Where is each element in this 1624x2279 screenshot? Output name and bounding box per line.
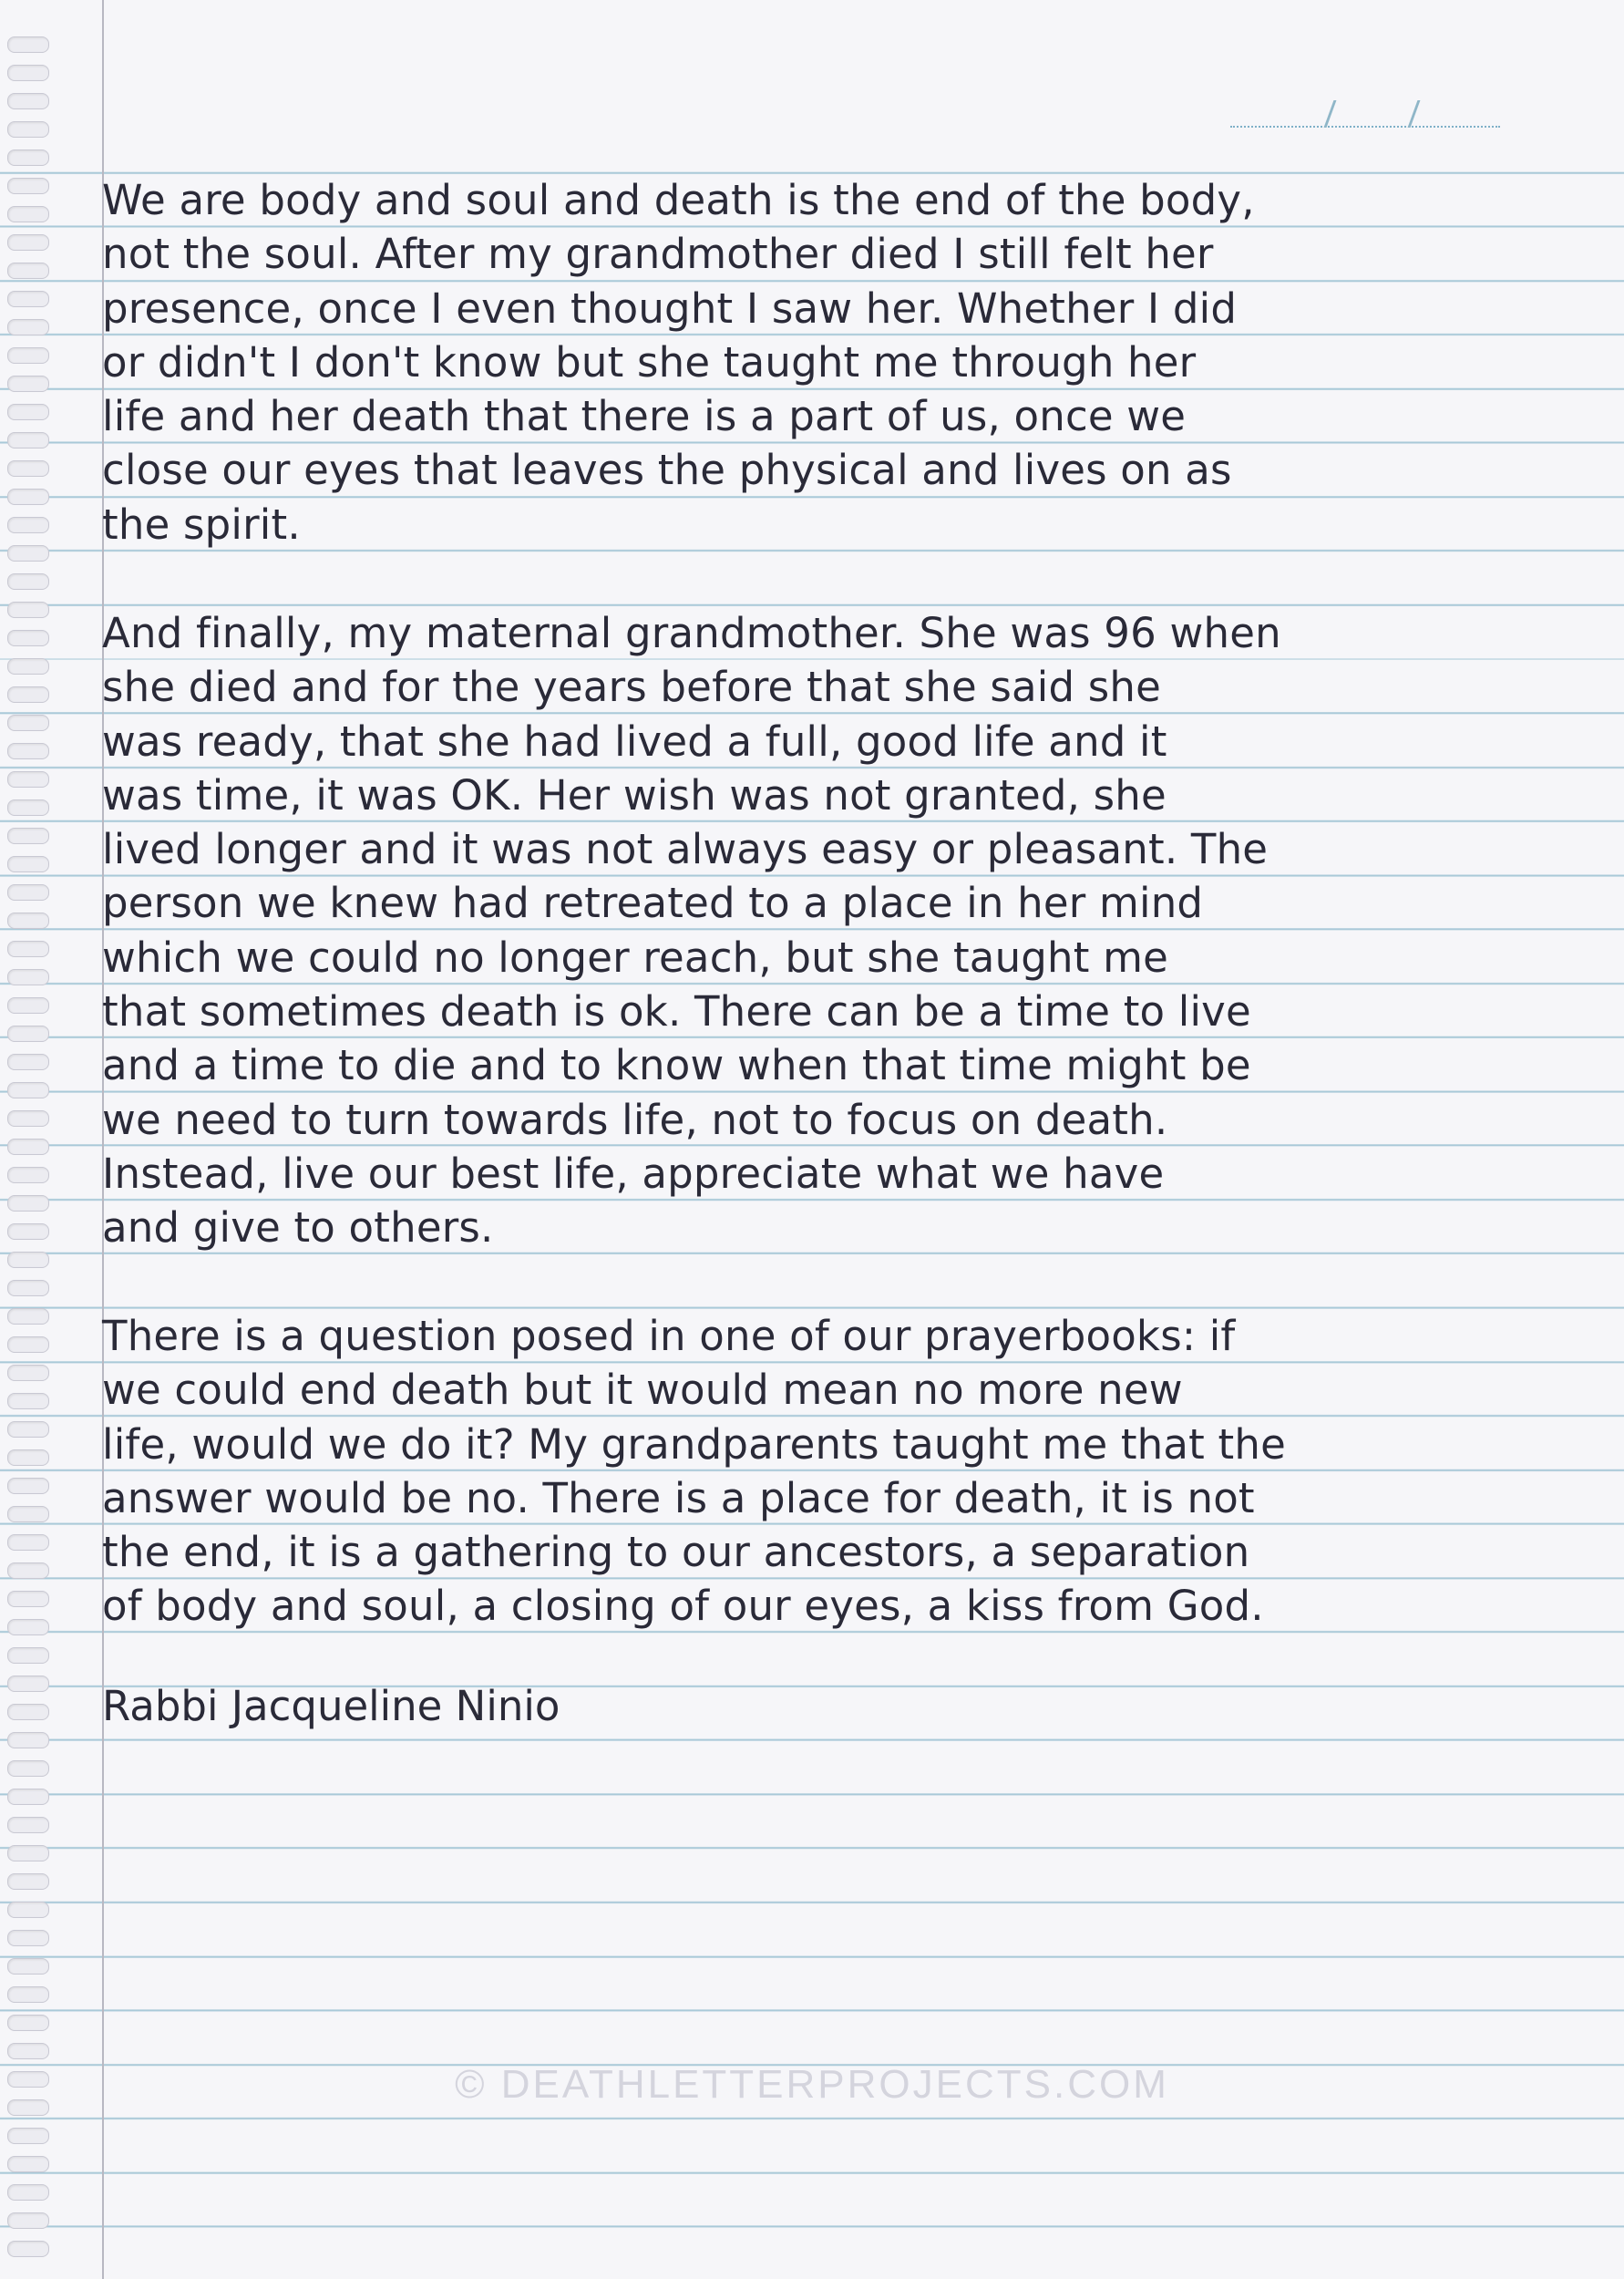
perforation-hole	[7, 743, 49, 759]
perforation-hole	[7, 1958, 49, 1975]
text-line: the end, it is a gathering to our ancestors, a separation	[102, 1528, 1250, 1577]
perforation-hole	[7, 1647, 49, 1664]
perforation-hole	[7, 1195, 49, 1212]
text-line: and give to others.	[102, 1203, 494, 1253]
perforation-hole	[7, 856, 49, 872]
perforation-hole	[7, 941, 49, 957]
watermark: © DEATHLETTERPROJECTS.COM	[455, 2062, 1169, 2107]
perforation-hole	[7, 65, 49, 81]
perforation-hole	[7, 1534, 49, 1551]
text-line: or didn't I don't know but she taught me through her	[102, 337, 1197, 387]
text-line: presence, once I even thought I saw her. Whether I did	[102, 284, 1238, 333]
perforation-hole	[7, 771, 49, 788]
perforation-hole	[7, 1082, 49, 1098]
perforation-hole	[7, 573, 49, 590]
paragraph-1	[102, 173, 1606, 552]
perforation-hole	[7, 36, 49, 53]
perforation-hole	[7, 1845, 49, 1861]
perforation-hole	[7, 1280, 49, 1296]
perforation-hole	[7, 686, 49, 703]
perforation-hole	[7, 545, 49, 562]
perforation-hole	[7, 460, 49, 477]
perforation-hole	[7, 1732, 49, 1748]
perforation-hole	[7, 1421, 49, 1438]
perforation-hole	[7, 1506, 49, 1522]
page-header-area	[0, 0, 1624, 119]
text-line: which we could no longer reach, but she taught me	[102, 933, 1169, 982]
perforation-hole	[7, 1817, 49, 1833]
text-line: not the soul. After my grandmother died I still felt her	[102, 230, 1214, 279]
perforation-hole	[7, 884, 49, 901]
perforation-hole	[7, 913, 49, 929]
perforation-hole	[7, 715, 49, 731]
perforation-hole	[7, 1789, 49, 1805]
perforation-hole	[7, 1760, 49, 1777]
perforation-hole	[7, 1676, 49, 1692]
perforation-hole	[7, 997, 49, 1014]
perforation-hole	[7, 1393, 49, 1409]
text-line: life and her death that there is a part of us, once we	[102, 392, 1187, 441]
perforation-hole	[7, 347, 49, 364]
perforation-hole	[7, 376, 49, 392]
signature: Rabbi Jacqueline Ninio	[102, 1682, 560, 1730]
perforation-hole	[7, 1930, 49, 1946]
perforation-hole	[7, 489, 49, 505]
perforation-hole	[7, 319, 49, 335]
perforation-hole	[7, 630, 49, 646]
perforation-hole	[7, 234, 49, 251]
text-line: And finally, my maternal grandmother. She was 96 when	[102, 609, 1281, 657]
perforation-hole	[7, 658, 49, 675]
perforated-edge	[0, 0, 55, 2279]
paragraph-2	[102, 606, 1606, 1255]
perforation-hole	[7, 2212, 49, 2229]
date-line	[1230, 126, 1500, 128]
perforation-hole	[7, 1562, 49, 1579]
perforation-hole	[7, 1336, 49, 1353]
perforation-hole	[7, 1110, 49, 1127]
text-line: person we knew had retreated to a place in her mind	[102, 879, 1204, 928]
text-line: life, would we do it? My grandparents taught me that the	[102, 1419, 1286, 1469]
text-line: the spirit.	[102, 500, 301, 549]
text-line: of body and soul, a closing of our eyes, a kiss from God.	[102, 1582, 1264, 1631]
perforation-hole	[7, 1619, 49, 1635]
perforation-hole	[7, 2043, 49, 2059]
perforation-hole	[7, 1704, 49, 1720]
perforation-hole	[7, 1478, 49, 1494]
perforation-hole	[7, 1365, 49, 1381]
perforation-hole	[7, 2184, 49, 2201]
perforation-hole	[7, 799, 49, 816]
paragraph-3	[102, 1309, 1606, 1634]
perforation-hole	[7, 150, 49, 166]
perforation-hole	[7, 2156, 49, 2172]
perforation-hole	[7, 291, 49, 307]
perforation-hole	[7, 1167, 49, 1183]
text-line: close our eyes that leaves the physical and lives on as	[102, 446, 1232, 495]
text-line: and a time to die and to know when that time might be	[102, 1041, 1251, 1090]
perforation-hole	[7, 432, 49, 449]
perforation-hole	[7, 1026, 49, 1042]
perforation-hole	[7, 178, 49, 194]
text-line: she died and for the years before that she said she	[102, 663, 1162, 712]
text-line: was ready, that she had lived a full, good life and it	[102, 717, 1167, 766]
text-line: lived longer and it was not always easy or pleasant. The	[102, 825, 1269, 874]
perforation-hole	[7, 1986, 49, 2003]
perforation-hole	[7, 1591, 49, 1607]
perforation-hole	[7, 1054, 49, 1070]
perforation-hole	[7, 828, 49, 844]
perforation-hole	[7, 2128, 49, 2144]
text-line: was time, it was OK. Her wish was not granted, she	[102, 770, 1167, 820]
perforation-hole	[7, 1449, 49, 1466]
perforation-hole	[7, 2015, 49, 2031]
perforation-hole	[7, 93, 49, 109]
text-line: Instead, live our best life, appreciate what we have	[102, 1149, 1165, 1198]
perforation-hole	[7, 1223, 49, 1240]
perforation-hole	[7, 1873, 49, 1890]
perforation-hole	[7, 1902, 49, 1918]
text-line: we could end death but it would mean no more new	[102, 1366, 1183, 1415]
text-line: There is a question posed in one of our prayerbooks: if	[102, 1312, 1236, 1360]
perforation-hole	[7, 969, 49, 985]
text-line: We are body and soul and death is the end of the body,	[102, 176, 1255, 224]
perforation-hole	[7, 517, 49, 533]
text-line: answer would be no. There is a place for death, it is not	[102, 1473, 1255, 1522]
perforation-hole	[7, 602, 49, 618]
perforation-hole	[7, 1308, 49, 1325]
perforation-hole	[7, 404, 49, 420]
perforation-hole	[7, 121, 49, 138]
perforation-hole	[7, 263, 49, 279]
perforation-hole	[7, 206, 49, 222]
perforation-hole	[7, 2241, 49, 2257]
perforation-hole	[7, 1252, 49, 1268]
text-line: that sometimes death is ok. There can be a time to live	[102, 987, 1251, 1036]
text-line: we need to turn towards life, not to focus on death.	[102, 1095, 1168, 1144]
perforation-hole	[7, 1139, 49, 1155]
